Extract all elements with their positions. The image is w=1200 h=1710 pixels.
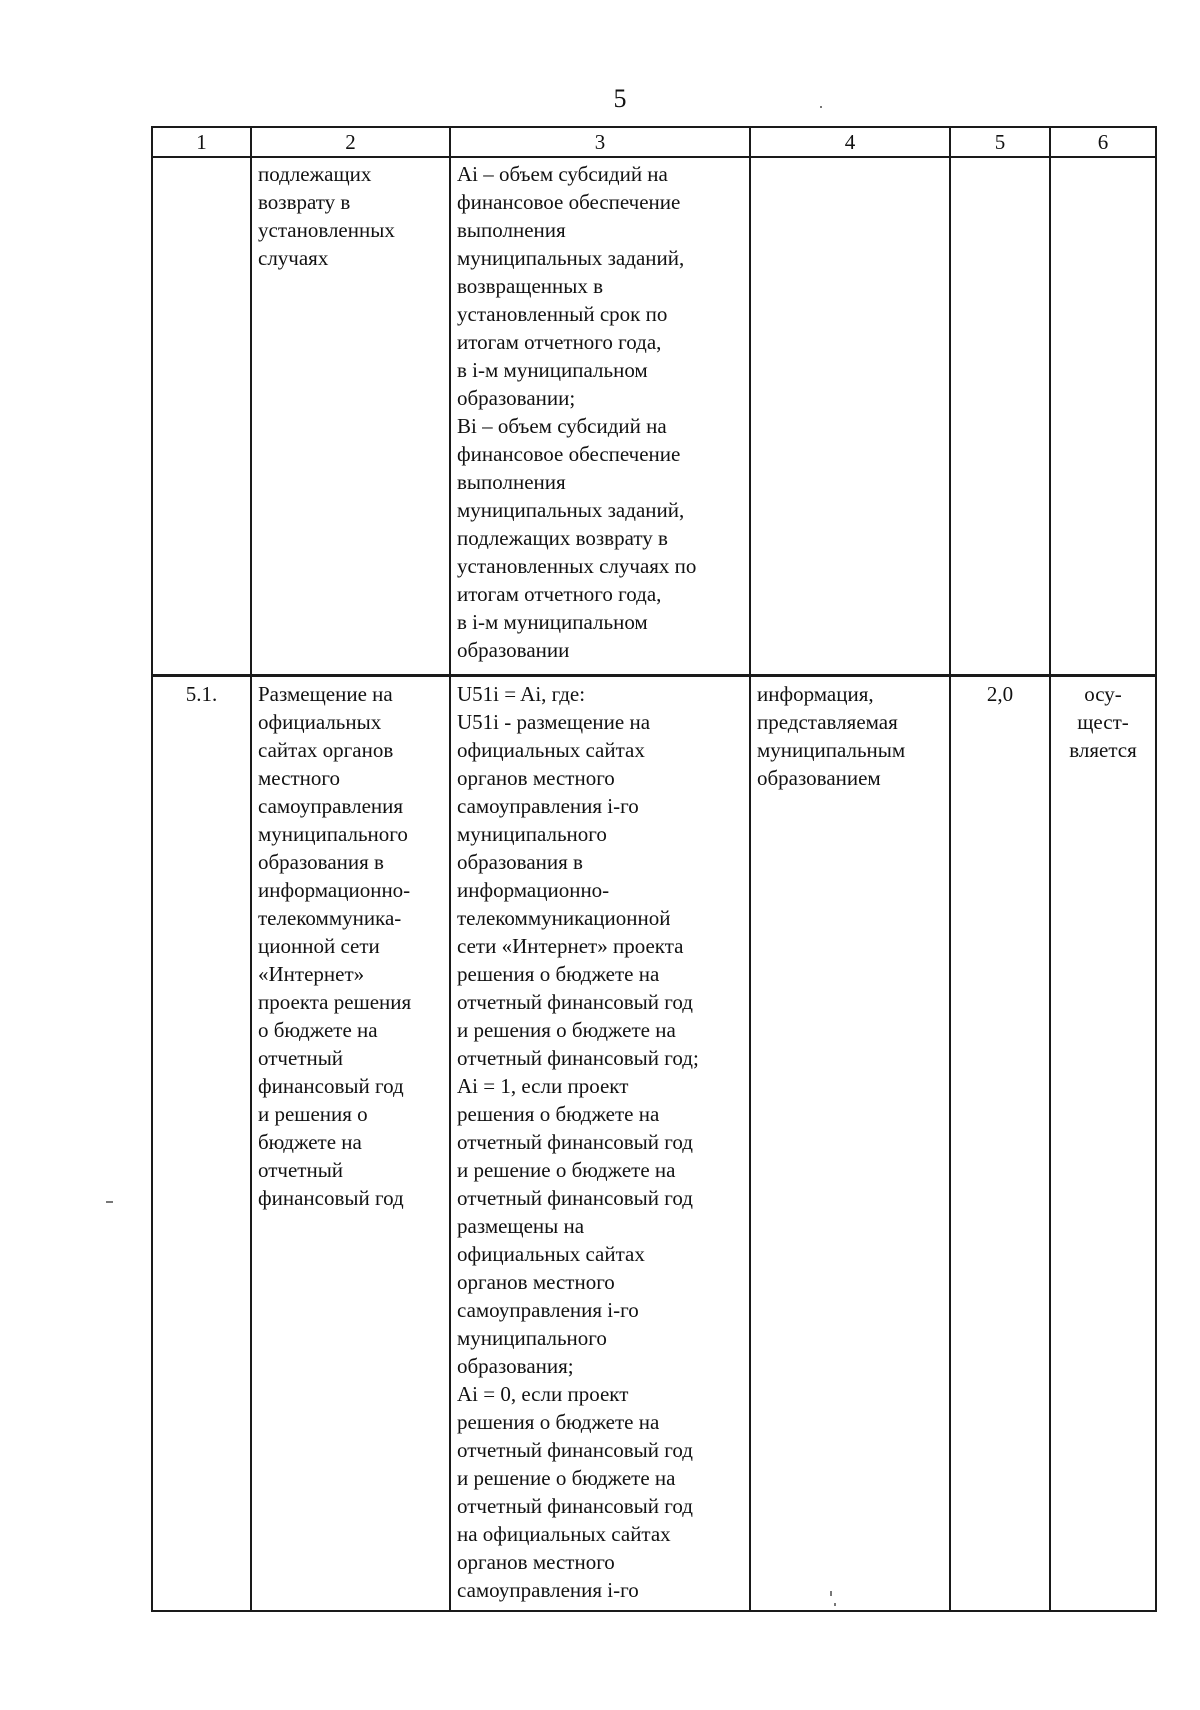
criteria-table [151,126,1157,1612]
row-number-cell [152,157,251,676]
table-header-row [152,127,1156,157]
indicator-name-cell: подлежащих возврату в установленных случаях [251,157,450,676]
table-row [152,157,1156,676]
row-number-cell: 5.1. [152,676,251,1612]
weight-cell [950,157,1050,676]
weight-cell: 2,0 [950,676,1050,1612]
column-header: 1 [152,127,251,157]
column-header: 5 [950,127,1050,157]
column-header: 3 [450,127,750,157]
scan-speck [820,106,822,108]
indicator-name-cell: Размещение на официальных сайтах органов местного самоуправления муниципального образования в информационно- телекоммуника- ционной сети «Интернет» проекта решения о бюджете на отчетный финансовый год и решения о бюджете на отчетный финансовый год [251,676,450,1612]
column-header: 4 [750,127,950,157]
column-header: 6 [1050,127,1156,157]
status-cell [1050,157,1156,676]
status-cell: осу- щест- вляется [1050,676,1156,1612]
formula-cell: U51i = Ai, где: U51i - размещение на официальных сайтах органов местного самоуправления i-го муниципального образования в информационно- телекоммуникационной сети «Интернет» проекта решения о бюджете на отчетный финансовый год и решения о бюджете на отчетный финансовый год; Ai = 1, если проект решения о бюджете на отчетный финансовый год и решение о бюджете на отчетный финансовый год размещены на официальных сайтах органов местного самоуправления i-го муниципального образования; Ai = 0, если проект решения о бюджете на отчетный финансовый год и решение о бюджете на отчетный финансовый год на официальных сайтах органов местного самоуправления i-го [450,676,750,1612]
column-header: 2 [251,127,450,157]
scan-speck [830,1591,832,1596]
page-number: 5 [613,84,627,113]
scan-speck [834,1603,836,1606]
table-row [152,676,1156,1612]
source-cell: информация, представляемая муниципальным образованием [750,676,950,1612]
formula-cell: Ai – объем субсидий на финансовое обеспечение выполнения муниципальных заданий, возвращенных в установленный срок по итогам отчетного года, в i-м муниципальном образовании; Bi – объем субсидий на финансовое обеспечение выполнения муниципальных заданий, подлежащих возврату в установленных случаях по итогам отчетного года, в i-м муниципальном образовании [450,157,750,676]
scan-speck [106,1201,113,1203]
source-cell [750,157,950,676]
